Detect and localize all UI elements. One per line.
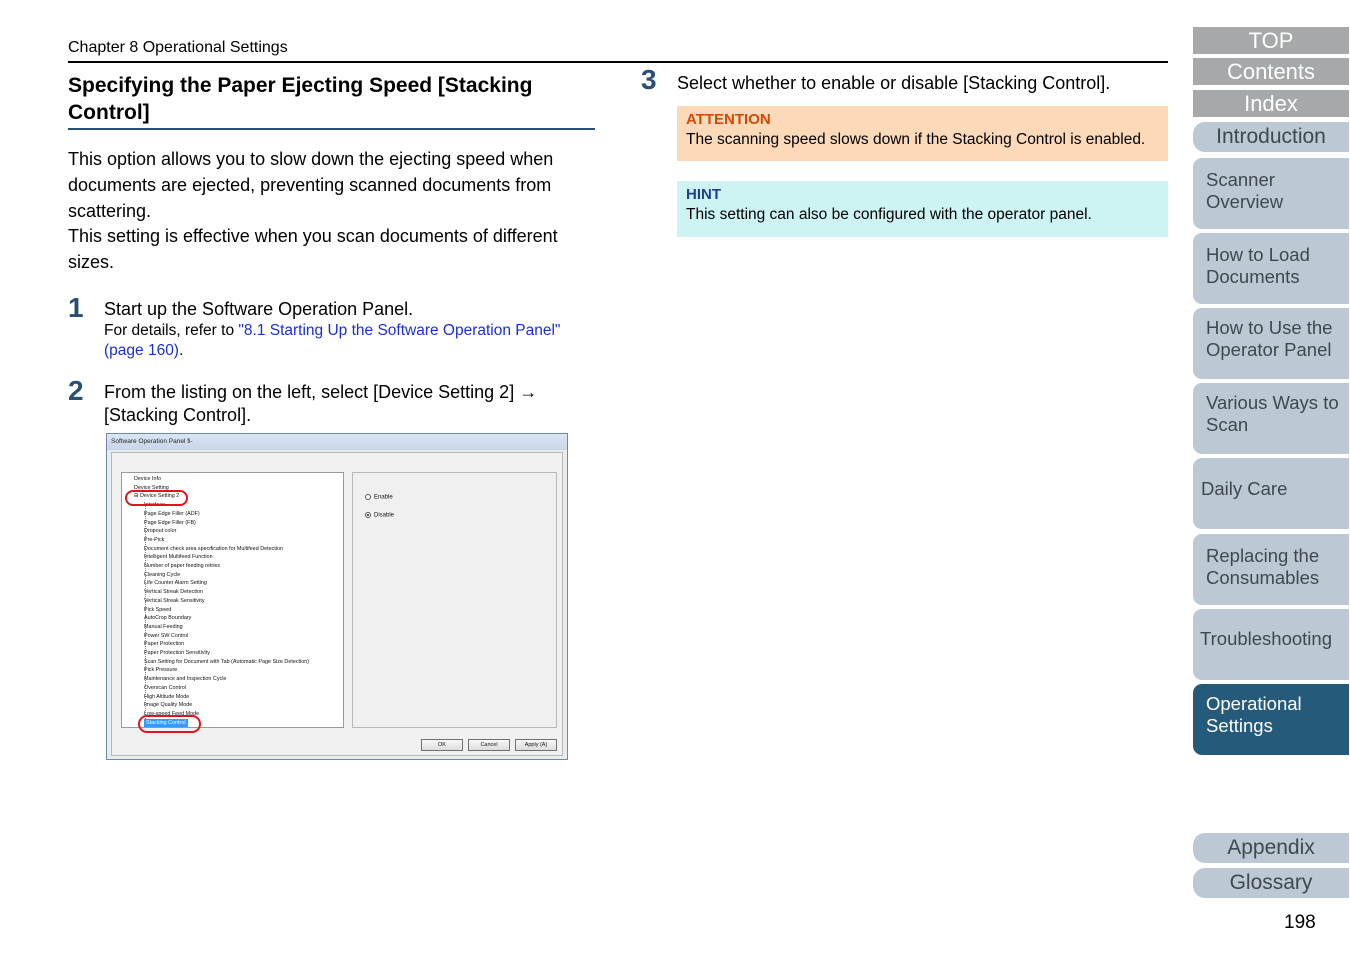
nav-top[interactable]: TOP (1193, 27, 1349, 54)
step-1-detail-prefix: For details, refer to (104, 322, 239, 339)
chapter-divider (68, 61, 1168, 63)
nav-introduction[interactable]: Introduction (1193, 122, 1349, 152)
step-1-number: 1 (68, 292, 84, 323)
enable-label: Enable (374, 494, 393, 501)
chapter-heading: Chapter 8 Operational Settings (68, 39, 288, 56)
tree-item[interactable]: Intelligent Multifeed Function (144, 554, 213, 561)
nav-operational-settings[interactable]: Operational Settings (1193, 684, 1349, 755)
highlight-device-setting-2 (125, 490, 188, 506)
tree-item[interactable]: ⊟ Device Setting 2 (134, 493, 180, 500)
tree-item[interactable]: High Altitude Mode (144, 693, 190, 700)
hint-box (677, 181, 1168, 237)
disable-radio[interactable] (365, 512, 394, 519)
tree-item[interactable]: Page Edge Filler (ADF) (144, 510, 200, 517)
tree-item[interactable]: Life Counter Alarm Setting (144, 580, 207, 587)
attention-text: The scanning speed slows down if the Stacking Control is enabled. (686, 131, 1146, 148)
tree-item[interactable]: Document check area specification for Multifeed Detection (144, 545, 284, 552)
nav-how-to-use-operator-panel[interactable]: How to Use the Operator Panel (1193, 308, 1349, 379)
nav-various-ways-to-scan[interactable]: Various Ways to Scan (1193, 383, 1349, 454)
tree-item[interactable]: Paper Protection Sensitivity (144, 650, 210, 656)
tree-item[interactable]: Vertical Streak Detection (144, 589, 204, 596)
window-title: Software Operation Panel fi- (107, 434, 567, 450)
tree-item[interactable]: Interface (144, 502, 165, 509)
radio-off-icon (365, 494, 371, 500)
tree-item[interactable]: Number of paper feeding retries (144, 563, 221, 569)
tree-item[interactable]: Low-speed Feed Mode (144, 710, 200, 717)
tree-item[interactable]: Manual Feeding (144, 623, 183, 630)
tree-item[interactable]: Pick Speed (144, 606, 172, 613)
hint-label: HINT (686, 186, 721, 203)
page-number: 198 (1284, 912, 1316, 933)
enable-radio[interactable] (365, 494, 393, 501)
step-3-text: Select whether to enable or disable [Stacking Control]. (677, 73, 1111, 93)
tree-item[interactable]: Dropout color (144, 528, 177, 535)
hint-text: This setting can also be configured with the operator panel. (686, 206, 1092, 223)
software-operation-panel-screenshot (106, 433, 568, 760)
tree-item[interactable]: Device Info (134, 476, 161, 482)
tree-item[interactable]: Cleaning Cycle (144, 571, 181, 578)
step-3-number: 3 (641, 64, 657, 95)
step-1-detail (104, 321, 594, 361)
nav-index[interactable]: Index (1193, 90, 1349, 117)
tree-item[interactable]: Maintenance and Inspection Cycle (144, 676, 227, 683)
tree-item[interactable]: Image Quality Mode (144, 702, 193, 709)
nav-contents[interactable]: Contents (1193, 58, 1349, 85)
tree-item[interactable]: Paper Protection (144, 641, 185, 648)
window-body (111, 452, 563, 756)
intro-paragraph-1: This option allows you to slow down the ejecting speed when documents are ejected, preventing scanned documents from scattering. (68, 149, 554, 221)
nav-replacing-consumables[interactable]: Replacing the Consumables (1193, 534, 1349, 605)
tree-item[interactable]: Device Setting (134, 484, 169, 491)
nav-glossary[interactable]: Glossary (1193, 868, 1349, 898)
tree-item[interactable]: Overscan Control (144, 684, 186, 691)
step-2-text: From the listing on the left, select [Device Setting 2] → [Stacking Control]. (104, 382, 538, 425)
tree-item[interactable]: AutoCrop Boundary (144, 615, 192, 622)
nav-appendix[interactable]: Appendix (1193, 833, 1349, 863)
tree-item[interactable]: Pre-Pick (144, 536, 165, 543)
tree-item[interactable]: Pick Pressure (144, 667, 178, 674)
options-panel (352, 472, 557, 728)
step-1-detail-suffix: . (178, 342, 184, 359)
tree-item[interactable]: Stacking Control (146, 719, 186, 726)
nav-scanner-overview[interactable]: Scanner Overview (1193, 158, 1349, 229)
step-1-text: Start up the Software Operation Panel. (104, 299, 414, 319)
apply-button[interactable]: Apply (A) (515, 739, 557, 751)
highlight-stacking-control (138, 715, 201, 733)
section-divider (68, 128, 595, 130)
tree-item[interactable]: Page Edge Filler (FB) (144, 519, 196, 526)
settings-tree (121, 472, 344, 728)
section-title: Specifying the Paper Ejecting Speed [Stacking Control] (68, 74, 533, 124)
intro-paragraph-2: This setting is effective when you scan documents of different sizes. (68, 226, 558, 273)
tree-item[interactable]: Scan Setting for Document with Tab (Automatic Page Size Detection) (144, 658, 309, 665)
cancel-button[interactable]: Cancel (468, 739, 510, 751)
nav-how-to-load-documents[interactable]: How to Load Documents (1193, 233, 1349, 304)
attention-box (677, 106, 1168, 161)
tree-item[interactable]: Power SW Control (144, 632, 189, 639)
starting-up-panel-link[interactable]: "8.1 Starting Up the Software Operation Panel" (page 160) (104, 322, 561, 359)
tree-item[interactable]: Vertical Streak Sensitivity (144, 597, 205, 604)
disable-label: Disable (374, 512, 395, 519)
step-2-number: 2 (68, 375, 84, 406)
attention-label: ATTENTION (686, 111, 771, 128)
intro-text (68, 147, 598, 276)
nav-troubleshooting[interactable]: Troubleshooting (1193, 609, 1349, 680)
nav-daily-care[interactable]: Daily Care (1193, 458, 1349, 529)
ok-button[interactable]: OK (421, 739, 463, 751)
radio-on-icon (365, 512, 371, 518)
